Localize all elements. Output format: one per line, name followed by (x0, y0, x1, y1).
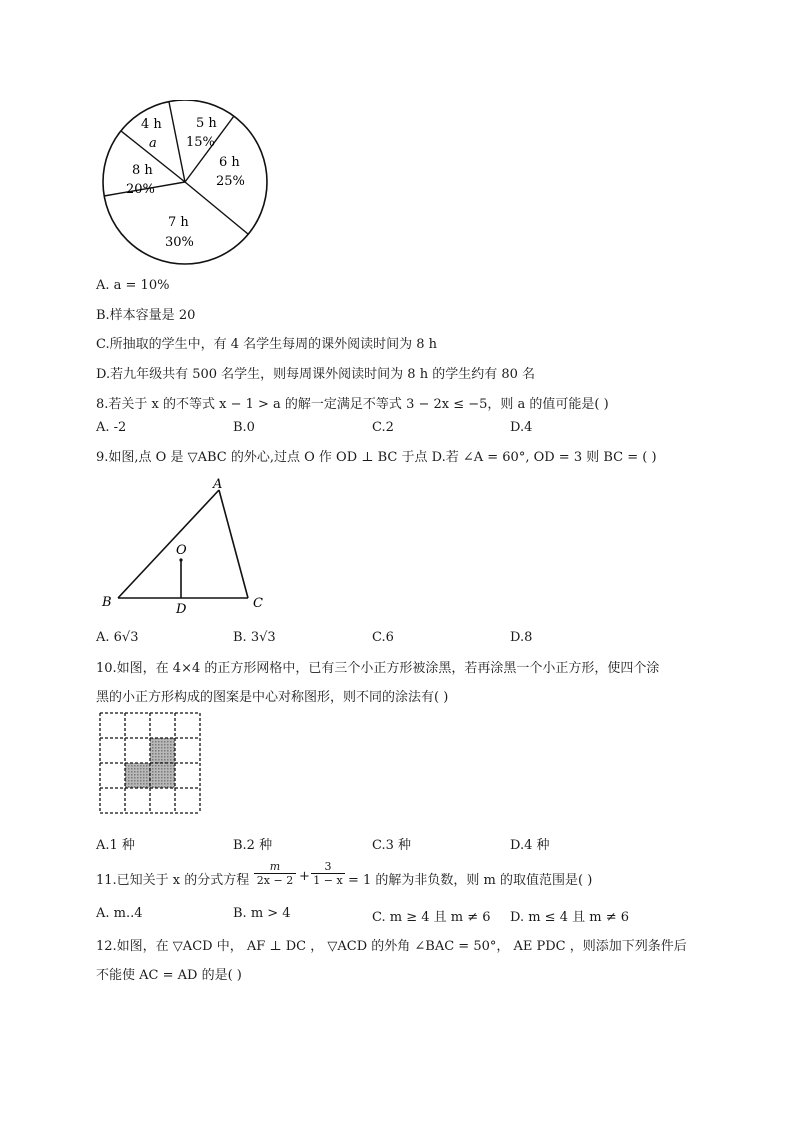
fraction-1-numerator: m (269, 860, 281, 873)
q9-option-a: A. 6√3 (96, 630, 139, 645)
pie-value: 15% (186, 135, 215, 150)
q10-option-d: D.4 种 (510, 838, 550, 853)
pie-label: 5 h (196, 116, 217, 131)
pie-label: 8 h (132, 163, 153, 178)
q7-option-d: D.若九年级共有 500 名学生，则每周课外阅读时间为 8 h 的学生约有 80 名 (96, 367, 536, 382)
q12-stem-line1: 12.如图，在 ▽ACD 中， AF ⊥ DC ， ▽ACD 的外角 ∠BAC = 50°， AE PDC ，则添加下列条件后 (96, 939, 687, 954)
q8-option-b: B.0 (233, 420, 255, 435)
pie-label: 4 h (141, 117, 162, 132)
q10-option-a: A.1 种 (96, 838, 135, 853)
label-c: C (253, 596, 263, 611)
pie-divider (169, 102, 185, 182)
label-d: D (176, 602, 187, 616)
fraction-1-denominator: 2x − 2 (256, 874, 294, 887)
q12-stem-line2: 不能使 AC = AD 的是( ) (96, 968, 242, 983)
q11-option-b: B. m > 4 (233, 906, 291, 921)
point-o (179, 558, 182, 561)
shaded-square (125, 763, 150, 788)
q7-option-b: B.样本容量是 20 (96, 308, 196, 323)
pie-value: 25% (216, 174, 245, 189)
q10-options (96, 834, 696, 852)
label-o: O (176, 543, 187, 558)
side-ab (118, 490, 219, 598)
q10-stem-line1: 10.如图，在 4×4 的正方形网格中，已有三个小正方形被涂黑，若再涂黑一个小正方形，使四个涂 (96, 661, 660, 676)
q11-plus: + (299, 869, 310, 884)
q11-fraction-1 (254, 860, 296, 887)
shaded-square (150, 763, 175, 788)
pie-value: a (149, 136, 157, 151)
q11-option-d: D. m ≤ 4 且 m ≠ 6 (510, 910, 629, 925)
pie-label: 6 h (219, 155, 240, 170)
pie-divider (185, 182, 248, 234)
label-b: B (102, 595, 112, 610)
pie-value: 30% (165, 235, 194, 250)
pie-label: 7 h (168, 215, 189, 230)
q7-option-a: A. a = 10% (96, 278, 170, 293)
shaded-square (150, 738, 175, 763)
q9-option-d: D.8 (510, 630, 533, 645)
q11-stem-post: = 1 的解为非负数，则 m 的取值范围是( ) (348, 873, 593, 888)
pie-value: 20% (126, 182, 155, 197)
q11-stem (96, 860, 716, 896)
q11-stem-pre: 11.已知关于 x 的分式方程 (96, 873, 250, 888)
q11-option-a: A. m..4 (96, 906, 143, 921)
q10-stem-line2: 黑的小正方形构成的图案是中心对称图形，则不同的涂法有( ) (96, 690, 449, 705)
q8-option-a: A. -2 (96, 420, 127, 435)
q9-options (96, 630, 696, 648)
grid-lines (100, 713, 200, 813)
q7-option-c: C.所抽取的学生中，有 4 名学生每周的课外阅读时间为 8 h (96, 337, 438, 352)
q8-stem: 8.若关于 x 的不等式 x − 1 > a 的解一定满足不等式 3 − 2x ≤ −5，则 a 的值可能是( ) (96, 397, 609, 412)
q9-stem: 9.如图,点 O 是 ▽ABC 的外心,过点 O 作 OD ⊥ BC 于点 D.若 ∠A = 60°, OD = 3 则 BC = ( ) (96, 450, 657, 465)
triangle-figure (96, 474, 276, 616)
grid-figure (98, 711, 204, 817)
fraction-2-denominator: 1 − x (313, 874, 343, 887)
q8-option-d: D.4 (510, 420, 533, 435)
side-ac (219, 490, 248, 598)
label-a: A (213, 477, 223, 492)
q11-fraction-2 (311, 860, 345, 887)
q9-option-b: B. 3√3 (233, 630, 276, 645)
pie-chart-figure (96, 100, 286, 272)
q10-option-c: C.3 种 (372, 838, 412, 853)
fraction-2-numerator: 3 (324, 860, 332, 873)
q11-option-c: C. m ≥ 4 且 m ≠ 6 (372, 910, 491, 925)
q10-option-b: B.2 种 (233, 838, 273, 853)
q9-option-c: C.6 (372, 630, 394, 645)
q11-options (96, 906, 696, 924)
q8-option-c: C.2 (372, 420, 394, 435)
q8-options (96, 420, 696, 438)
